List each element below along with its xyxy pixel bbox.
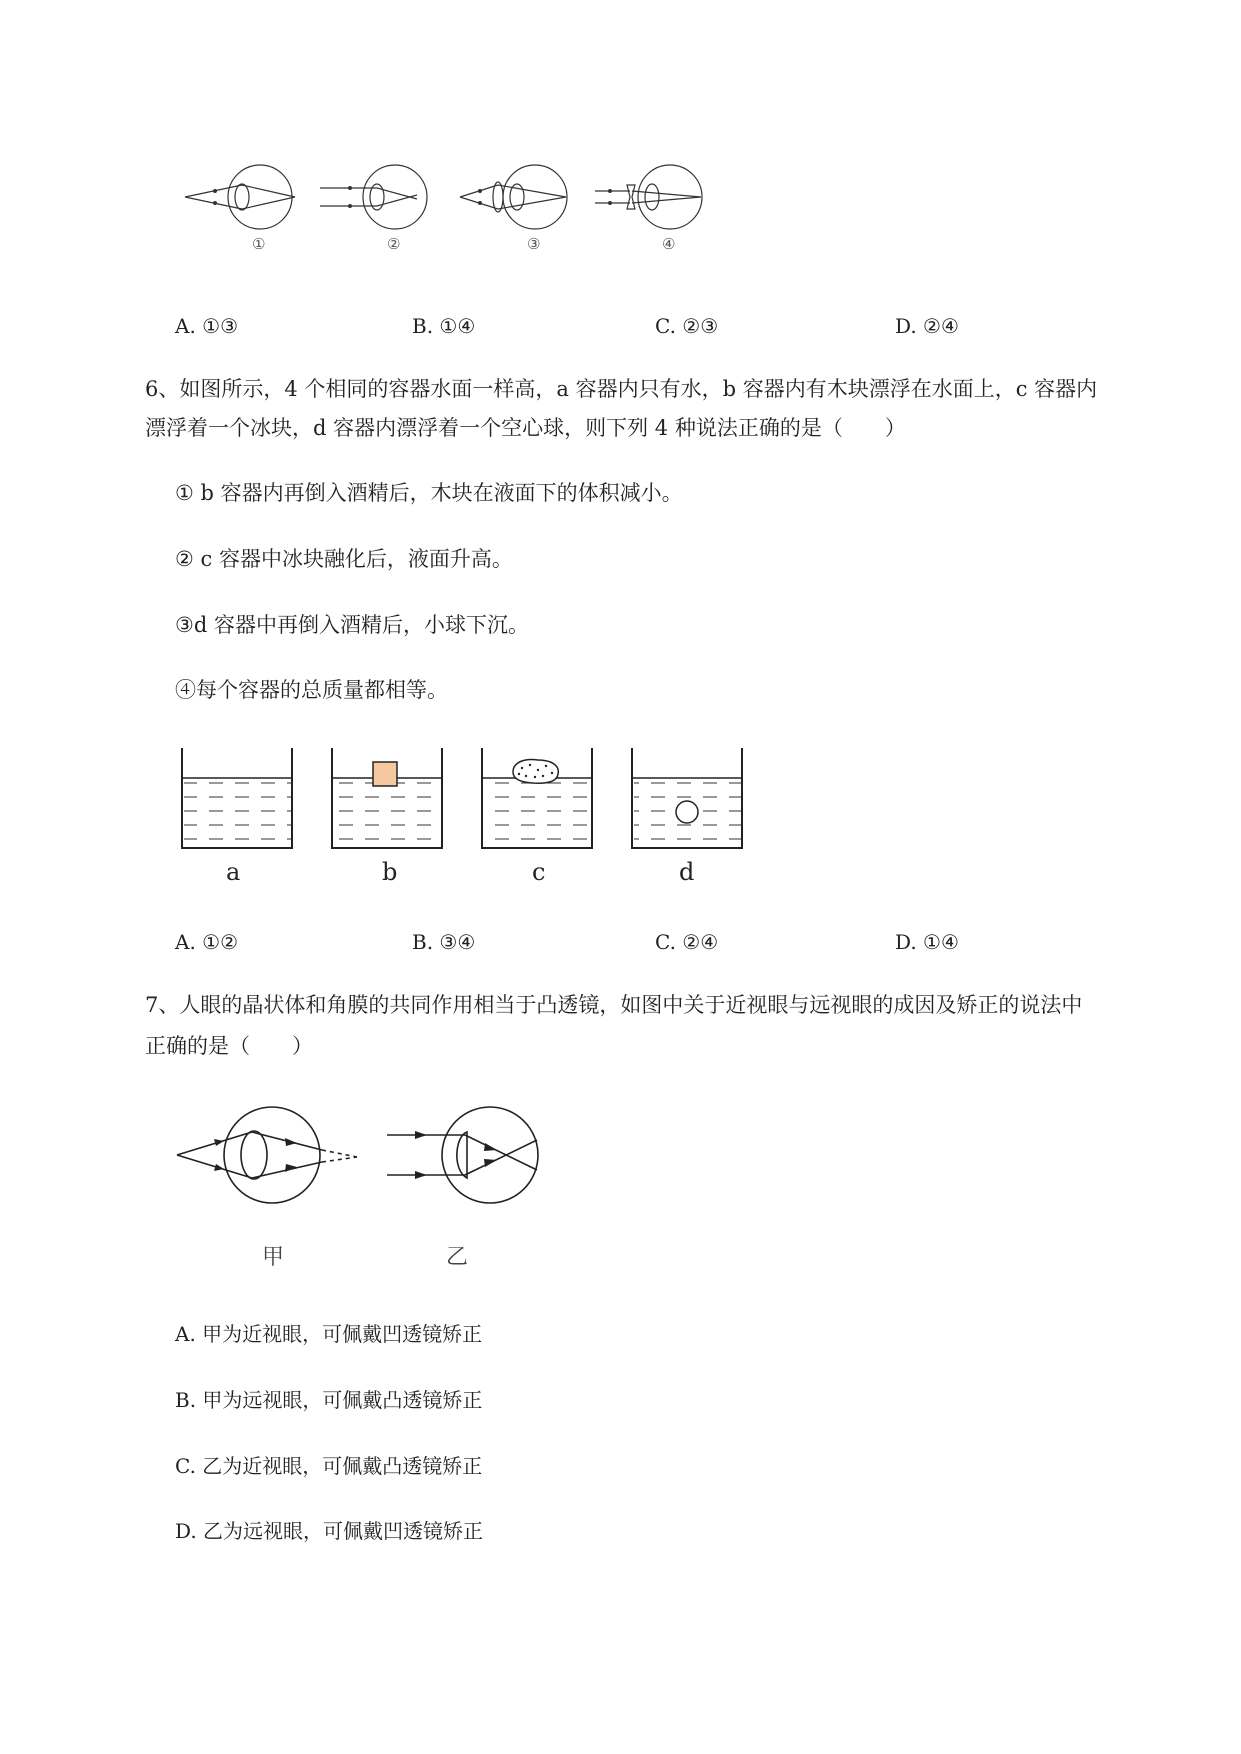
q7-label-yi: 乙 [446,1245,469,1270]
q5-options [175,314,1075,344]
q6-option-b[interactable]: B. ③④ [412,930,476,954]
q7-option-b[interactable]: B. 甲为远视眼，可佩戴凸透镜矫正 [175,1388,483,1412]
q6-option-a[interactable]: A. ①② [175,930,239,954]
q6-label-d: d [679,858,695,886]
q5-option-a[interactable]: A. ①③ [175,314,239,338]
q7-label-jia: 甲 [262,1245,285,1270]
q6-statement-3: ③d 容器中再倒入酒精后，小球下沉。 [175,613,529,637]
q6-statement-2: ② c 容器中冰块融化后，液面升高。 [175,547,513,571]
q7-stem-line1: 7、人眼的晶状体和角膜的共同作用相当于凸透镜，如图中关于近视眼与远视眼的成因及矫正的说法中 [145,993,1083,1017]
q7-option-c[interactable]: C. 乙为近视眼，可佩戴凸透镜矫正 [175,1454,483,1478]
q6-stem-line2: 漂浮着一个冰块，d 容器内漂浮着一个空心球，则下列 4 种说法正确的是（ ） [145,416,906,440]
q5-figure-label-1: ① [252,235,266,253]
q6-option-c[interactable]: C. ②④ [655,930,719,954]
q6-hollow-ball [676,801,698,823]
q6-wood-block [373,762,397,786]
q6-options [175,930,1075,960]
q7-eye-diagrams [172,1100,552,1220]
q6-stem-line1: 6、如图所示，4 个相同的容器水面一样高，a 容器内只有水，b 容器内有木块漂浮在水面上，c 容器内 [145,377,1098,401]
q5-figure-label-3: ③ [527,235,541,253]
q7-option-a[interactable]: A. 甲为近视眼，可佩戴凹透镜矫正 [175,1322,483,1346]
q6-label-a: a [226,858,241,886]
q6-label-b: b [382,858,398,886]
q5-figure-label-4: ④ [662,235,676,253]
q7-option-d[interactable]: D. 乙为远视眼，可佩戴凹透镜矫正 [175,1519,484,1543]
q6-container-diagram [180,748,760,858]
q6-label-c: c [532,858,546,886]
q6-statement-4: ④每个容器的总质量都相等。 [175,678,448,702]
q6-ice-block [513,760,558,784]
q5-option-c[interactable]: C. ②③ [655,314,719,338]
q6-option-d[interactable]: D. ①④ [895,930,959,954]
q6-statement-1: ① b 容器内再倒入酒精后，木块在液面下的体积减小。 [175,481,683,505]
q5-figure-label-2: ② [387,235,401,253]
q5-option-b[interactable]: B. ①④ [412,314,476,338]
q5-option-d[interactable]: D. ②④ [895,314,959,338]
q7-stem-line2: 正确的是（ ） [145,1034,313,1058]
